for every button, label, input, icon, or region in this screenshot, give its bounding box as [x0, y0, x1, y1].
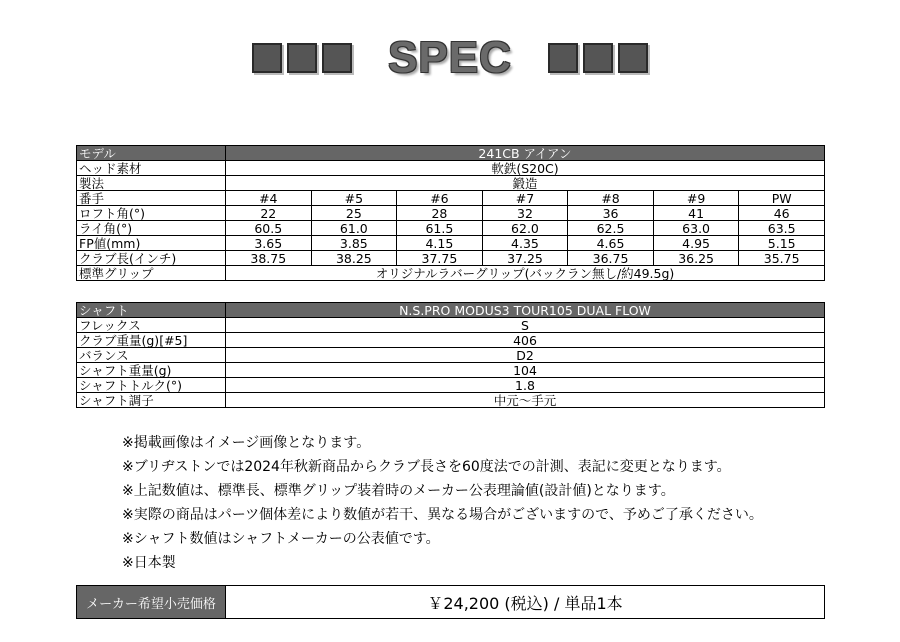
- note-item: ※実際の商品はパーツ個体差により数値が若干、異なる場合がございますので、予めご了承ください。: [122, 507, 763, 523]
- club-length-value: 36.75: [568, 251, 654, 266]
- heading-square-decoration: [252, 43, 282, 73]
- table-row: [77, 318, 825, 333]
- shaft-table: [76, 302, 825, 408]
- loft-label: ロフト角(°): [77, 206, 226, 221]
- club-number: #7: [482, 191, 568, 206]
- note-item: ※日本製: [122, 555, 176, 571]
- model-label: モデル: [77, 146, 226, 161]
- club-length-label: クラブ長(インチ): [77, 251, 226, 266]
- heading-title: SPEC: [388, 33, 512, 82]
- club-length-value: 37.25: [482, 251, 568, 266]
- head-material-value: 軟鉄(S20C): [226, 161, 825, 176]
- heading-square-decoration: [322, 43, 352, 73]
- price-value: ￥24,200 (税込) / 単品1本: [226, 586, 825, 619]
- balance-value: D2: [226, 348, 825, 363]
- table-row: [77, 266, 825, 281]
- kick-point-label: シャフト調子: [77, 393, 226, 408]
- club-number: #9: [653, 191, 739, 206]
- fp-value: 3.65: [226, 236, 312, 251]
- loft-value: 25: [311, 206, 397, 221]
- table-row: [77, 333, 825, 348]
- shaft-value: N.S.PRO MODUS3 TOUR105 DUAL FLOW: [226, 303, 825, 318]
- flex-label: フレックス: [77, 318, 226, 333]
- loft-value: 41: [653, 206, 739, 221]
- club-length-value: 36.25: [653, 251, 739, 266]
- price-table: [76, 585, 825, 619]
- club-length-value: 38.75: [226, 251, 312, 266]
- lie-value: 63.0: [653, 221, 739, 236]
- table-row: [77, 206, 825, 221]
- club-length-value: 35.75: [739, 251, 825, 266]
- notes-list: [122, 431, 882, 575]
- price-label: メーカー希望小売価格: [77, 586, 226, 619]
- shaft-torque-value: 1.8: [226, 378, 825, 393]
- fp-value: 4.95: [653, 236, 739, 251]
- club-number: PW: [739, 191, 825, 206]
- process-label: 製法: [77, 176, 226, 191]
- flex-value: S: [226, 318, 825, 333]
- loft-value: 46: [739, 206, 825, 221]
- fp-label: FP値(mm): [77, 236, 226, 251]
- table-row: [77, 378, 825, 393]
- balance-label: バランス: [77, 348, 226, 363]
- lie-value: 62.0: [482, 221, 568, 236]
- shaft-weight-label: シャフト重量(g): [77, 363, 226, 378]
- table-row: [77, 191, 825, 206]
- club-weight-label: クラブ重量(g)[#5]: [77, 333, 226, 348]
- grip-value: オリジナルラバーグリップ(バックラン無し/約49.5g): [226, 266, 825, 281]
- model-value: 241CB アイアン: [226, 146, 825, 161]
- table-row: [77, 303, 825, 318]
- club-number: #8: [568, 191, 654, 206]
- fp-value: 3.85: [311, 236, 397, 251]
- spec-table: [76, 145, 825, 281]
- loft-value: 22: [226, 206, 312, 221]
- note-item: ※ブリヂストンでは2024年秋新商品からクラブ長さを60度法での計測、表記に変更となります。: [122, 459, 731, 475]
- note-item: ※上記数値は、標準長、標準グリップ装着時のメーカー公表理論値(設計値)となります。: [122, 483, 675, 499]
- table-row: [77, 146, 825, 161]
- lie-value: 61.5: [397, 221, 483, 236]
- heading-square-decoration: [287, 43, 317, 73]
- lie-label: ライ角(°): [77, 221, 226, 236]
- lie-value: 60.5: [226, 221, 312, 236]
- table-row: [77, 221, 825, 236]
- club-weight-value: 406: [226, 333, 825, 348]
- heading-square-decoration: [548, 43, 578, 73]
- lie-value: 62.5: [568, 221, 654, 236]
- lie-value: 61.0: [311, 221, 397, 236]
- fp-value: 4.35: [482, 236, 568, 251]
- shaft-torque-label: シャフトトルク(°): [77, 378, 226, 393]
- table-row: [77, 176, 825, 191]
- grip-label: 標準グリップ: [77, 266, 226, 281]
- shaft-label: シャフト: [77, 303, 226, 318]
- fp-value: 5.15: [739, 236, 825, 251]
- table-row: [77, 251, 825, 266]
- process-value: 鍛造: [226, 176, 825, 191]
- heading-square-decoration: [583, 43, 613, 73]
- club-length-value: 38.25: [311, 251, 397, 266]
- club-number: #5: [311, 191, 397, 206]
- shaft-weight-value: 104: [226, 363, 825, 378]
- table-row: [77, 348, 825, 363]
- fp-value: 4.65: [568, 236, 654, 251]
- loft-value: 36: [568, 206, 654, 221]
- table-row: [77, 393, 825, 408]
- head-material-label: ヘッド素材: [77, 161, 226, 176]
- table-row: [77, 363, 825, 378]
- spec-heading: [0, 34, 900, 82]
- club-number: #4: [226, 191, 312, 206]
- club-length-value: 37.75: [397, 251, 483, 266]
- note-item: ※掲載画像はイメージ画像となります。: [122, 435, 371, 451]
- loft-value: 28: [397, 206, 483, 221]
- lie-value: 63.5: [739, 221, 825, 236]
- number-label: 番手: [77, 191, 226, 206]
- table-row: [77, 236, 825, 251]
- note-item: ※シャフト数値はシャフトメーカーの公表値です。: [122, 531, 440, 547]
- club-number: #6: [397, 191, 483, 206]
- table-row: [77, 586, 825, 619]
- fp-value: 4.15: [397, 236, 483, 251]
- loft-value: 32: [482, 206, 568, 221]
- kick-point-value: 中元〜手元: [226, 393, 825, 408]
- table-row: [77, 161, 825, 176]
- heading-square-decoration: [618, 43, 648, 73]
